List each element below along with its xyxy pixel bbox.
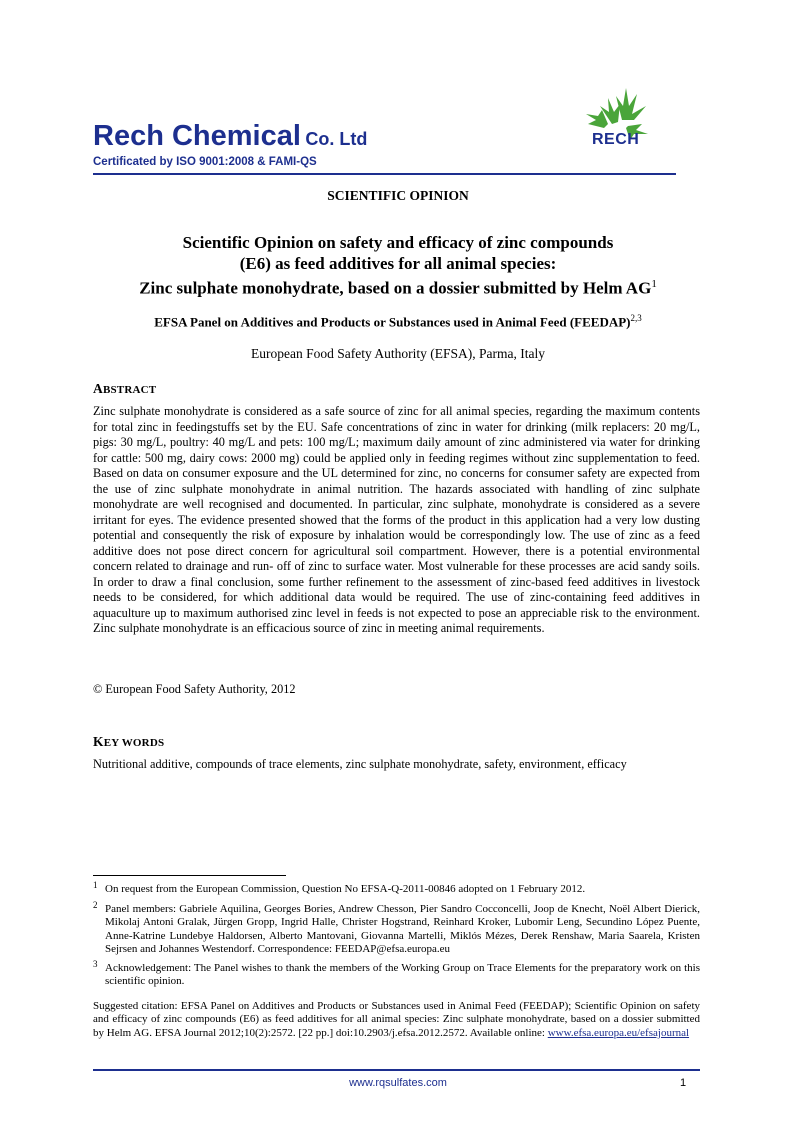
efsa-journal-link[interactable]: www.efsa.europa.eu/efsajournal — [547, 1026, 690, 1039]
abstract-heading: ABSTRACT — [93, 381, 157, 396]
footnote-divider — [93, 875, 286, 876]
company-suffix: Co. Ltd — [305, 129, 368, 149]
footnote-text: On request from the European Commission, Question No EFSA-Q-2011-00846 adopted on 1 February 2012. — [105, 883, 586, 895]
footnote-1 — [93, 880, 700, 896]
keywords-text: Nutritional additive, compounds of trace elements, zinc sulphate monohydrate, safety, environment, efficacy — [93, 757, 627, 771]
suggested-citation: Suggested citation: EFSA Panel on Additives and Products or Substances used in Animal Feed (FEEDAP); Scientific Opinion on safety and efficacy of zinc compounds (E6) as feed additives for all animal species: Zinc sulphate monohydrate, based on a dossier submitted by Helm AG. EFSA Journal 2012;10(2):2572. [22 pp.] doi:10.2903/j.efsa.2012.2572. Available online: www.efsa.europa.eu/efsajournal — [93, 1000, 700, 1039]
footer-divider — [93, 1069, 700, 1071]
footnote-number: 2 — [93, 900, 98, 910]
page-number: 1 — [680, 1077, 687, 1089]
company-main: Rech Chemical — [93, 120, 301, 152]
footnote-text: Acknowledgement: The Panel wishes to thank the members of the Working Group on Trace Elements for the preparatory work on this scientific opinion. — [105, 962, 700, 988]
logo-text: RECH — [592, 131, 640, 148]
title-line-2: (E6) as feed additives for all animal species: — [239, 254, 557, 273]
panel-footnote-ref: 2,3 — [630, 313, 642, 323]
panel-name: EFSA Panel on Additives and Products or Substances used in Animal Feed (FEEDAP)$^{2,3}$ — [154, 313, 642, 330]
title-line-1: Scientific Opinion on safety and efficacy of zinc compounds — [182, 233, 614, 252]
document-type: SCIENTIFIC OPINION — [327, 188, 469, 203]
copyright: © European Food Safety Authority, 2012 — [93, 682, 296, 696]
abstract-text: Zinc sulphate monohydrate is considered as a safe source of zinc for all animal species, regarding the maximum contents for total zinc in feedingstuffs set by the EU. Safe concentrations of zinc in water for drinking (milk replacers: 20 mg/L, pigs: 30 mg/L, poultry: 40 mg/L and pets: 100 mg/L; maximum daily amount of zinc administered via water for drinking for cattle: 500 mg, dairy cows: 2000 mg) could be applied only in feeding regimes without zinc supplementation to feed. Based on data on consumer exposure and the UL determined for zinc, no concerns for consumer safety are expected from the use of zinc sulphate monohydrate in animal nutrition. The hazards associated with handling of zinc sulphate monohydrate are well recognised and documented. In particular, zinc sulphate, monohydrate is considered as a severe irritant for eyes. The evidence presented showed that the forms of the product in this application had a very low dusting potential and consequently the risk of exposure by inhalation would be correspondingly low. The use of zinc as a feed additive does not pose direct concern for agricultural soil compartment. However, there is a potential environmental concern related to drainage and run- off of zinc to surface water. Most vulnerable for these processes are acid sandy soils. In order to draw a final conclusion, some further refinement to the assessment of zinc-based feed additives in livestock needs to be considered, for which additional data would be required. The use of zinc-containing feed additives in aquaculture up to maximum authorised zinc level in feeds is not expected to pose an appreciable risk to the environment. Zinc sulphate monohydrate is an efficacious source of zinc in meeting animal requirements. — [93, 404, 700, 635]
footnote-number: 3 — [93, 959, 98, 969]
keywords-heading: KEY WORDS — [93, 734, 165, 749]
affiliation: European Food Safety Authority (EFSA), Parma, Italy — [251, 346, 545, 361]
company-name — [93, 120, 367, 153]
title-footnote-ref: 1 — [651, 278, 657, 290]
footnote-3 — [93, 959, 700, 989]
footer-url[interactable]: www.rqsulfates.com — [349, 1077, 447, 1089]
certification: Certificated by ISO 9001:2008 & FAMI-QS — [93, 156, 317, 168]
header-divider — [93, 173, 676, 175]
document-title — [93, 232, 703, 299]
footnote-2 — [93, 900, 700, 957]
title-line-3: Zinc sulphate monohydrate, based on a dossier submitted by Helm $AG^1$ — [139, 278, 657, 298]
footnote-text: Panel members: Gabriele Aquilina, Georges Bories, Andrew Chesson, Pier Sandro Cocconcelli, Joop de Knecht, Noël Albert Dierick, Mikolaj Antoni Gralak, Jürgen Gropp, Ingrid Halle, Christer Hogstrand, Reinhard Kroker, Lubomir Leng, Secundino López Puente, Anne-Katrine Lundebye Haldorsen, Alberto Mantovani, Giovanna Martelli, Miklós Mézes, Derek Renshaw, Maria Saarela, Kristen Sejrsen and Johannes Westendorf. Correspondence: FEEDAP@efsa.europa.eu — [105, 903, 700, 956]
footnote-number: 1 — [93, 880, 98, 890]
